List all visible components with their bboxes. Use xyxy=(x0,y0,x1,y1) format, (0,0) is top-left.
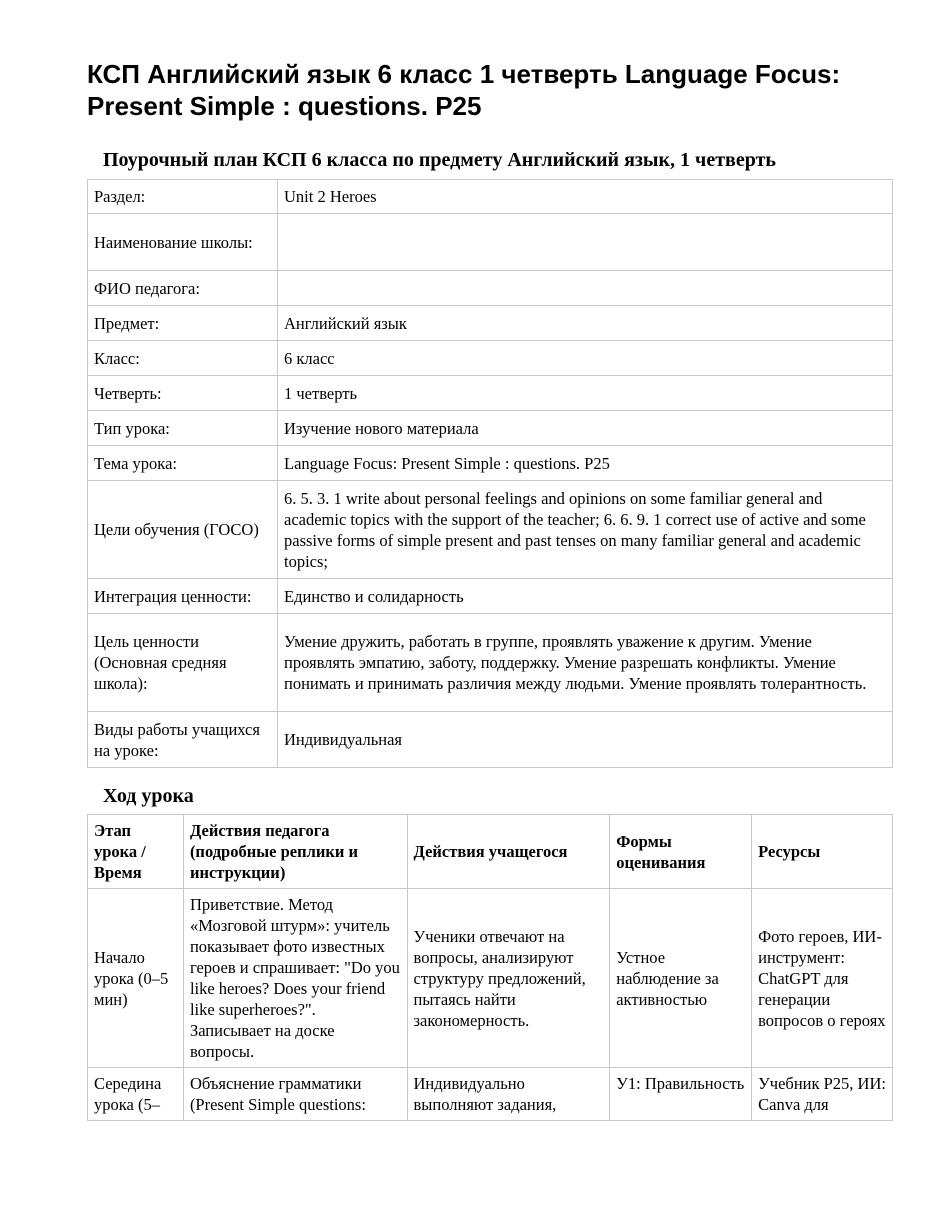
cell-resources: Учебник P25, ИИ: Canva для xyxy=(752,1068,893,1121)
info-key: Наименование школы: xyxy=(88,214,278,271)
cell-assessment: Устное наблюдение за активностью xyxy=(610,889,752,1068)
info-key: Предмет: xyxy=(88,306,278,341)
info-key: Тема урока: xyxy=(88,446,278,481)
info-key: Цели обучения (ГОСО) xyxy=(88,481,278,579)
course-header-row xyxy=(88,815,893,889)
info-key: Класс: xyxy=(88,341,278,376)
info-row xyxy=(88,214,893,271)
info-value: Умение дружить, работать в группе, проявлять уважение к другим. Умение проявлять эмпатию, заботу, поддержку. Умение разрешать конфликты. Умение понимать и принимать различия между людьми. Умение проявлять толерантность. xyxy=(278,614,893,712)
course-row xyxy=(88,889,893,1068)
info-row xyxy=(88,306,893,341)
info-key: Раздел: xyxy=(88,180,278,214)
info-row xyxy=(88,411,893,446)
info-row xyxy=(88,614,893,712)
document-title: КСП Английский язык 6 класс 1 четверть Language Focus: Present Simple : questions. P25 xyxy=(87,59,841,121)
lesson-info-table xyxy=(87,179,893,768)
cell-stage: Начало урока (0–5 мин) xyxy=(88,889,184,1068)
cell-stage: Середина урока (5– xyxy=(88,1068,184,1121)
header-student-actions: Действия учащегося xyxy=(407,815,610,889)
info-row xyxy=(88,481,893,579)
info-key: Четверть: xyxy=(88,376,278,411)
info-row xyxy=(88,376,893,411)
info-row xyxy=(88,271,893,306)
info-key: Виды работы учащихся на уроке: xyxy=(88,712,278,768)
info-value: 6. 5. 3. 1 write about personal feelings and opinions on some familiar general and academic topics with the support of the teacher; 6. 6. 9. 1 correct use of active and some passive forms of simple present and past tenses on many familiar general and academic topics; xyxy=(278,481,893,579)
info-key: Интеграция ценности: xyxy=(88,579,278,614)
info-value: 6 класс xyxy=(278,341,893,376)
header-assessment: Формы оценивания xyxy=(610,815,752,889)
info-key: Цель ценности (Основная средняя школа): xyxy=(88,614,278,712)
info-key: ФИО педагога: xyxy=(88,271,278,306)
info-value xyxy=(278,271,893,306)
info-value: Единство и солидарность xyxy=(278,579,893,614)
info-value: Английский язык xyxy=(278,306,893,341)
info-row xyxy=(88,712,893,768)
cell-student-actions: Индивидуально выполняют задания, xyxy=(407,1068,610,1121)
cell-assessment: У1: Правильность xyxy=(610,1068,752,1121)
info-value: 1 четверть xyxy=(278,376,893,411)
header-teacher-actions: Действия педагога (подробные реплики и инструкции) xyxy=(183,815,407,889)
header-resources: Ресурсы xyxy=(752,815,893,889)
info-row xyxy=(88,446,893,481)
info-key: Тип урока: xyxy=(88,411,278,446)
info-row xyxy=(88,180,893,214)
course-row xyxy=(88,1068,893,1121)
info-value: Изучение нового материала xyxy=(278,411,893,446)
course-heading: Ход урока xyxy=(103,785,194,807)
cell-teacher-actions: Приветствие. Метод «Мозговой штурм»: учитель показывает фото известных героев и спрашивает: "Do you like heroes? Does your friend like superheroes?". Записывает на доске вопросы. xyxy=(183,889,407,1068)
header-stage: Этап урока / Время xyxy=(88,815,184,889)
cell-teacher-actions: Объяснение грамматики (Present Simple questions: xyxy=(183,1068,407,1121)
info-value: Unit 2 Heroes xyxy=(278,180,893,214)
info-row xyxy=(88,579,893,614)
lesson-course-table xyxy=(87,814,893,1121)
info-value: Индивидуальная xyxy=(278,712,893,768)
info-row xyxy=(88,341,893,376)
info-value: Language Focus: Present Simple : questions. P25 xyxy=(278,446,893,481)
info-value xyxy=(278,214,893,271)
cell-student-actions: Ученики отвечают на вопросы, анализируют структуру предложений, пытаясь найти закономерность. xyxy=(407,889,610,1068)
plan-heading: Поурочный план КСП 6 класса по предмету Английский язык, 1 четверть xyxy=(103,149,776,171)
cell-resources: Фото героев, ИИ-инструмент: ChatGPT для генерации вопросов о героях xyxy=(752,889,893,1068)
